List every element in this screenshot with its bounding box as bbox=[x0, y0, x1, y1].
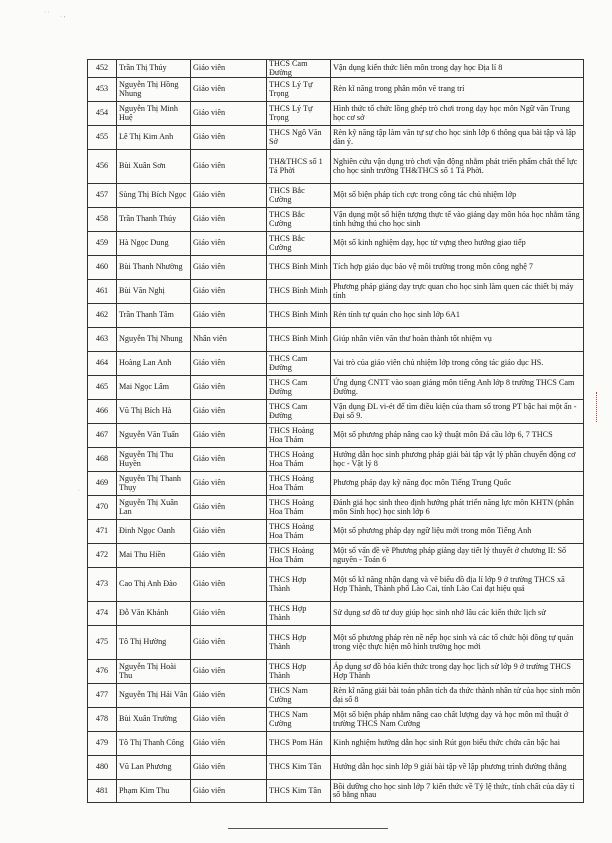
row-number: 452 bbox=[88, 60, 117, 78]
table-row bbox=[88, 352, 584, 376]
school-name: THCS Cam Đường bbox=[267, 376, 331, 400]
teacher-name: Đinh Ngọc Oanh bbox=[117, 520, 191, 544]
initiative-topic: Nghiên cứu vận dụng trò chơi vận động nhằm phát triển phẩm chất thể lực cho học sinh trường TH&THCS số 1 Tả Phời. bbox=[331, 150, 584, 184]
table-row bbox=[88, 102, 584, 126]
position: Giáo viên bbox=[191, 78, 267, 102]
position: Giáo viên bbox=[191, 520, 267, 544]
position: Giáo viên bbox=[191, 208, 267, 232]
school-name: THCS Lý Tự Trọng bbox=[267, 78, 331, 102]
teacher-name: Hà Ngọc Dung bbox=[117, 232, 191, 256]
teacher-name: Nguyễn Văn Tuấn bbox=[117, 424, 191, 448]
school-name: THCS Hoàng Hoa Thám bbox=[267, 544, 331, 568]
school-name: THCS Hợp Thành bbox=[267, 568, 331, 602]
scan-speck: ˙ ʼ bbox=[60, 16, 66, 22]
position: Giáo viên bbox=[191, 660, 267, 684]
row-number: 478 bbox=[88, 708, 117, 732]
initiative-topic: Rèn kỹ năng tập làm văn tự sự cho học sinh lớp 6 thông qua bài tập và lập dàn ý. bbox=[331, 126, 584, 150]
table-row bbox=[88, 208, 584, 232]
row-number: 455 bbox=[88, 126, 117, 150]
teacher-name: Nguyễn Thị Xuân Lan bbox=[117, 496, 191, 520]
school-name: THCS Lý Tự Trọng bbox=[267, 102, 331, 126]
teacher-name: Bùi Xuân Trường bbox=[117, 708, 191, 732]
school-name: THCS Kim Tân bbox=[267, 780, 331, 803]
school-name: THCS Bình Minh bbox=[267, 280, 331, 304]
table-row bbox=[88, 660, 584, 684]
school-name: THCS Bắc Cường bbox=[267, 208, 331, 232]
position: Nhân viên bbox=[191, 328, 267, 352]
teacher-name: Vũ Thị Bích Hà bbox=[117, 400, 191, 424]
school-name: THCS Hoàng Hoa Thám bbox=[267, 472, 331, 496]
table-row bbox=[88, 684, 584, 708]
position: Giáo viên bbox=[191, 280, 267, 304]
row-number: 454 bbox=[88, 102, 117, 126]
initiative-topic: Ứng dụng CNTT vào soạn giảng môn tiếng Anh lớp 8 trường THCS Cam Đường. bbox=[331, 376, 584, 400]
row-number: 457 bbox=[88, 184, 117, 208]
table-row bbox=[88, 520, 584, 544]
initiative-topic: Một số phương pháp dạy ngữ liệu mới trong môn Tiếng Anh bbox=[331, 520, 584, 544]
position: Giáo viên bbox=[191, 448, 267, 472]
position: Giáo viên bbox=[191, 256, 267, 280]
initiative-topic: Tích hợp giáo dục bảo vệ môi trường trong môn công nghệ 7 bbox=[331, 256, 584, 280]
row-number: 477 bbox=[88, 684, 117, 708]
school-name: TH&THCS số 1 Tả Phời bbox=[267, 150, 331, 184]
row-number: 476 bbox=[88, 660, 117, 684]
teacher-name: Vũ Lan Phương bbox=[117, 756, 191, 780]
school-name: THCS Hợp Thành bbox=[267, 602, 331, 626]
teacher-name: Mai Thu Hiền bbox=[117, 544, 191, 568]
initiative-topic: Một số biện pháp nhằm nâng cao chất lượng dạy và học môn mĩ thuật ở trường THCS Nam Cường bbox=[331, 708, 584, 732]
initiative-topic: Một số biện pháp tích cực trong công tác chủ nhiệm lớp bbox=[331, 184, 584, 208]
table-row bbox=[88, 280, 584, 304]
row-number: 468 bbox=[88, 448, 117, 472]
school-name: THCS Ngô Văn Sở bbox=[267, 126, 331, 150]
position: Giáo viên bbox=[191, 684, 267, 708]
position: Giáo viên bbox=[191, 732, 267, 756]
table-row bbox=[88, 150, 584, 184]
teacher-name: Lê Thị Kim Anh bbox=[117, 126, 191, 150]
school-name: THCS Pom Hán bbox=[267, 732, 331, 756]
school-name: THCS Bình Minh bbox=[267, 304, 331, 328]
row-number: 462 bbox=[88, 304, 117, 328]
position: Giáo viên bbox=[191, 756, 267, 780]
teacher-name: Mai Ngọc Lâm bbox=[117, 376, 191, 400]
initiative-topic: Rèn kĩ năng giải bài toán phân tích đa thức thành nhân tử của học sinh môn đại số 8 bbox=[331, 684, 584, 708]
school-name: THCS Hợp Thành bbox=[267, 660, 331, 684]
initiative-topic: Một số vấn đề về Phương pháp giảng dạy tiết lý thuyết ở chương II: Số nguyên - Toán 6 bbox=[331, 544, 584, 568]
position: Giáo viên bbox=[191, 496, 267, 520]
position: Giáo viên bbox=[191, 568, 267, 602]
teacher-name: Tô Thị Hường bbox=[117, 626, 191, 660]
school-name: THCS Cam Đường bbox=[267, 60, 331, 78]
row-number: 479 bbox=[88, 732, 117, 756]
page-bottom-line bbox=[228, 828, 388, 829]
initiative-topic: Áp dụng sơ đồ hóa kiến thức trong dạy học lịch sử lớp 9 ở trường THCS Hợp Thành bbox=[331, 660, 584, 684]
teacher-name: Cao Thị Anh Đào bbox=[117, 568, 191, 602]
position: Giáo viên bbox=[191, 232, 267, 256]
row-number: 473 bbox=[88, 568, 117, 602]
teacher-name: Tô Thị Thanh Công bbox=[117, 732, 191, 756]
table-row bbox=[88, 126, 584, 150]
table-row bbox=[88, 328, 584, 352]
row-number: 461 bbox=[88, 280, 117, 304]
row-number: 463 bbox=[88, 328, 117, 352]
initiative-topic: Một số phương pháp nâng cao kỹ thuật môn Đá cầu lớp 6, 7 THCS bbox=[331, 424, 584, 448]
row-number: 472 bbox=[88, 544, 117, 568]
position: Giáo viên bbox=[191, 376, 267, 400]
school-name: THCS Bắc Cường bbox=[267, 232, 331, 256]
initiative-topic: Rèn kĩ năng trong phân môn vẽ trang trí bbox=[331, 78, 584, 102]
school-name: THCS Bình Minh bbox=[267, 256, 331, 280]
teacher-name: Nguyễn Thị Hoài Thu bbox=[117, 660, 191, 684]
row-number: 458 bbox=[88, 208, 117, 232]
roster-table bbox=[87, 59, 584, 803]
row-number: 481 bbox=[88, 780, 117, 803]
position: Giáo viên bbox=[191, 708, 267, 732]
initiative-topic: Vận dụng một số hiện tượng thực tế vào giảng dạy môn hóa học nhằm tăng tính hứng thú cho học sinh bbox=[331, 208, 584, 232]
row-number: 470 bbox=[88, 496, 117, 520]
row-number: 480 bbox=[88, 756, 117, 780]
row-number: 474 bbox=[88, 602, 117, 626]
teacher-name: Nguyễn Thị Nhung bbox=[117, 328, 191, 352]
school-name: THCS Cam Đường bbox=[267, 352, 331, 376]
position: Giáo viên bbox=[191, 126, 267, 150]
initiative-topic: Hướng dẫn học sinh lớp 9 giải bài tập về lập phương trình đường thẳng bbox=[331, 756, 584, 780]
row-number: 471 bbox=[88, 520, 117, 544]
table-row bbox=[88, 602, 584, 626]
table-row bbox=[88, 472, 584, 496]
initiative-topic: Hình thức tổ chức lồng ghép trò chơi trong dạy học môn Ngữ văn Trung học cơ sở bbox=[331, 102, 584, 126]
initiative-topic: Vai trò của giáo viên chủ nhiệm lớp trong công tác giáo dục HS. bbox=[331, 352, 584, 376]
teacher-name: Nguyễn Thị Thu Huyền bbox=[117, 448, 191, 472]
row-number: 456 bbox=[88, 150, 117, 184]
initiative-topic: Một số kinh nghiệm dạy, học từ vựng theo hướng giao tiếp bbox=[331, 232, 584, 256]
table-row bbox=[88, 732, 584, 756]
row-number: 475 bbox=[88, 626, 117, 660]
initiative-topic: Đánh giá học sinh theo định hướng phát triển năng lực môn KHTN (phân môn Sinh học) học sinh lớp 6 bbox=[331, 496, 584, 520]
initiative-topic: Một số kĩ năng nhận dạng và vẽ biểu đồ địa lí lớp 9 ở trường THCS xã Hợp Thành, Thành phố Lào Cai, tỉnh Lào Cai đạt hiệu quả bbox=[331, 568, 584, 602]
initiative-topic: Sử dụng sơ đồ tư duy giúp học sinh nhớ lâu các kiến thức lịch sử bbox=[331, 602, 584, 626]
initiative-topic: Vận dụng kiến thức liên môn trong dạy học Địa lí 8 bbox=[331, 60, 584, 78]
school-name: THCS Kim Tân bbox=[267, 756, 331, 780]
table-row bbox=[88, 568, 584, 602]
row-number: 453 bbox=[88, 78, 117, 102]
school-name: THCS Hoàng Hoa Thám bbox=[267, 520, 331, 544]
teacher-name: Nguyễn Thị Hải Vân bbox=[117, 684, 191, 708]
scan-speck: · bbox=[78, 488, 80, 494]
teacher-name: Bùi Thanh Nhường bbox=[117, 256, 191, 280]
position: Giáo viên bbox=[191, 352, 267, 376]
position: Giáo viên bbox=[191, 780, 267, 803]
table-row bbox=[88, 780, 584, 803]
position: Giáo viên bbox=[191, 424, 267, 448]
teacher-name: Trần Thanh Thủy bbox=[117, 208, 191, 232]
school-name: THCS Cam Đường bbox=[267, 400, 331, 424]
table-row bbox=[88, 376, 584, 400]
teacher-name: Bùi Xuân Sơn bbox=[117, 150, 191, 184]
initiative-topic: Bồi dưỡng cho học sinh lớp 7 kiến thức về Tỷ lệ thức, tính chất của dãy tỉ số bằng nhau bbox=[331, 780, 584, 803]
position: Giáo viên bbox=[191, 544, 267, 568]
teacher-name: Đỗ Văn Khánh bbox=[117, 602, 191, 626]
table-row bbox=[88, 400, 584, 424]
row-number: 459 bbox=[88, 232, 117, 256]
initiative-topic: Vận dụng ĐL vi-ét để tìm điều kiện của tham số trong PT bậc hai một ẩn - Đại số 9. bbox=[331, 400, 584, 424]
row-number: 464 bbox=[88, 352, 117, 376]
document-page bbox=[87, 59, 584, 803]
initiative-topic: Giúp nhân viên văn thư hoàn thành tốt nhiệm vụ bbox=[331, 328, 584, 352]
position: Giáo viên bbox=[191, 184, 267, 208]
row-number: 465 bbox=[88, 376, 117, 400]
initiative-topic: Hướng dẫn học sinh phương pháp giải bài tập vật lý phần chuyển động cơ học - Vật lý 8 bbox=[331, 448, 584, 472]
teacher-name: Hoàng Lan Anh bbox=[117, 352, 191, 376]
teacher-name: Nguyễn Thị Minh Huệ bbox=[117, 102, 191, 126]
row-number: 467 bbox=[88, 424, 117, 448]
position: Giáo viên bbox=[191, 400, 267, 424]
table-row bbox=[88, 544, 584, 568]
scan-speck: · · bbox=[44, 10, 50, 16]
teacher-name: Nguyễn Thị Thanh Thụy bbox=[117, 472, 191, 496]
school-name: THCS Hợp Thành bbox=[267, 626, 331, 660]
initiative-topic: Kinh nghiệm hướng dẫn học sinh Rút gọn biểu thức chứa căn bậc hai bbox=[331, 732, 584, 756]
position: Giáo viên bbox=[191, 626, 267, 660]
table-row bbox=[88, 448, 584, 472]
table-row bbox=[88, 232, 584, 256]
school-name: THCS Hoàng Hoa Thám bbox=[267, 424, 331, 448]
position: Giáo viên bbox=[191, 472, 267, 496]
position: Giáo viên bbox=[191, 602, 267, 626]
margin-mark bbox=[596, 392, 600, 422]
position: Giáo viên bbox=[191, 304, 267, 328]
table-row bbox=[88, 304, 584, 328]
roster-body bbox=[88, 60, 584, 803]
school-name: THCS Bình Minh bbox=[267, 328, 331, 352]
table-row bbox=[88, 756, 584, 780]
table-row bbox=[88, 424, 584, 448]
table-row bbox=[88, 184, 584, 208]
teacher-name: Nguyễn Thị Hồng Nhung bbox=[117, 78, 191, 102]
teacher-name: Trần Thanh Tâm bbox=[117, 304, 191, 328]
school-name: THCS Hoàng Hoa Thám bbox=[267, 496, 331, 520]
table-row bbox=[88, 78, 584, 102]
position: Giáo viên bbox=[191, 102, 267, 126]
row-number: 460 bbox=[88, 256, 117, 280]
school-name: THCS Bắc Cường bbox=[267, 184, 331, 208]
school-name: THCS Nam Cường bbox=[267, 708, 331, 732]
table-row bbox=[88, 256, 584, 280]
row-number: 469 bbox=[88, 472, 117, 496]
table-row bbox=[88, 626, 584, 660]
row-number: 466 bbox=[88, 400, 117, 424]
position: Giáo viên bbox=[191, 60, 267, 78]
school-name: THCS Nam Cường bbox=[267, 684, 331, 708]
position: Giáo viên bbox=[191, 150, 267, 184]
initiative-topic: Rèn tính tự quản cho học sinh lớp 6A1 bbox=[331, 304, 584, 328]
initiative-topic: Phương pháp dạy kỹ năng đọc môn Tiếng Trung Quốc bbox=[331, 472, 584, 496]
teacher-name: Sùng Thị Bích Ngọc bbox=[117, 184, 191, 208]
teacher-name: Trần Thị Thúy bbox=[117, 60, 191, 78]
initiative-topic: Một số phương pháp rèn nề nếp học sinh và các tổ chức hội đồng tự quản trong việc thực hiện mô hình trường học mới bbox=[331, 626, 584, 660]
school-name: THCS Hoàng Hoa Thám bbox=[267, 448, 331, 472]
table-row bbox=[88, 708, 584, 732]
teacher-name: Phạm Kim Thu bbox=[117, 780, 191, 803]
table-row bbox=[88, 496, 584, 520]
teacher-name: Bùi Văn Nghị bbox=[117, 280, 191, 304]
table-row bbox=[88, 60, 584, 78]
initiative-topic: Phương pháp giảng dạy trực quan cho học sinh làm quen các thiết bị máy tính bbox=[331, 280, 584, 304]
